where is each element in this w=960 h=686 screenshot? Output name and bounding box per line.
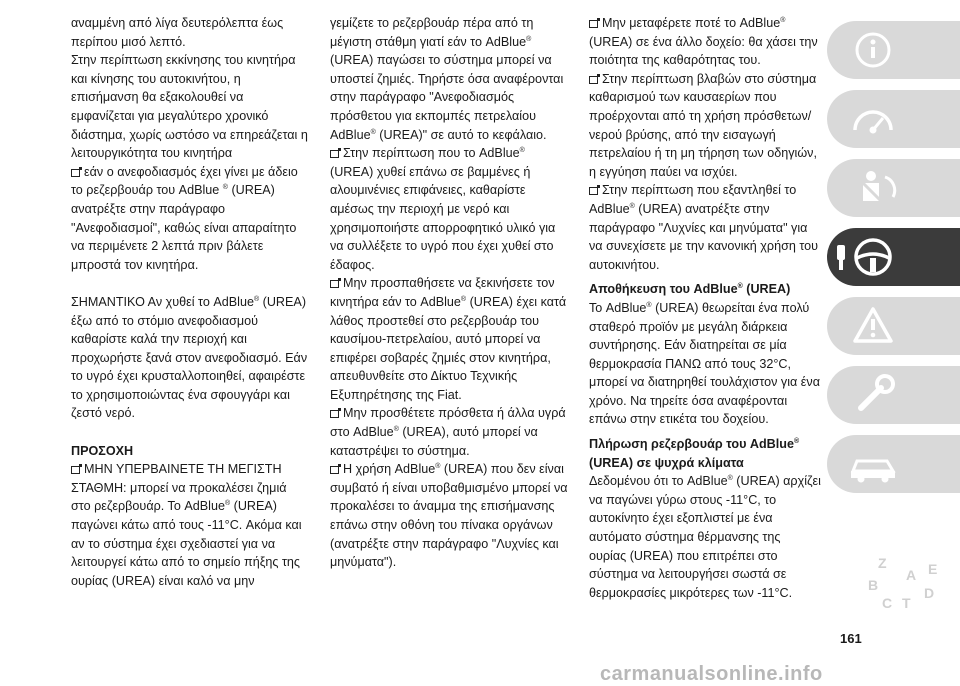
- seatbelt-safety-icon: [827, 159, 960, 217]
- bullet-icon: [589, 20, 598, 28]
- bullet-item: Στην περίπτωση βλαβών στο σύστημα καθαρισμού των καυσαερίων που προέρχονται από τη χρήση πρόσθετων/νερού βρύσης, από την εισαγωγή πετρελαίου ή τη μη τήρηση των οδηγιών, η εγγύηση παύει να ισχύει.: [589, 71, 817, 179]
- section-heading-cold-climate: Πλήρωση ρεζερβουάρ του AdBlue® (UREA) σε ψυχρά κλίματα: [589, 437, 800, 470]
- tab-info[interactable]: [827, 21, 960, 79]
- bullet-item: Μην μεταφέρετε ποτέ το AdBlue® (UREA) σε ένα άλλο δοχείο: θα χάσει την ποιότητα της καθαρότητας του.: [589, 16, 818, 68]
- paragraph: γεμίζετε το ρεζερβουάρ πέρα από τη μέγιστη στάθμη γιατί εάν το AdBlue® (UREA) παγώσει το σύστημα μπορεί να υποστεί ζημιές. Τηρήστε όσα αναφέρονται στην παράγραφο "Ανεφοδιασμός πρόσθετου για εκπομπές πετρελαίου AdBlue® (UREA)" σε αυτό το κεφάλαιο.: [330, 16, 564, 142]
- bullet-item: Στην περίπτωση που το AdBlue® (UREA) χυθεί επάνω σε βαμμένες ή αλουμινένιες επιφάνειες, καθαρίστε αμέσως την περιοχή με νερό και χρησιμοποιήστε απορροφητικό υλικό για να συλλέξετε το υγρό που έχει χυθεί στο έδαφος.: [330, 146, 556, 272]
- tab-dashboard[interactable]: [827, 90, 960, 148]
- text-column-1: [71, 14, 309, 590]
- tab-technical-data[interactable]: [827, 435, 960, 493]
- bullet-icon: [330, 150, 339, 158]
- tab-maintenance[interactable]: [827, 366, 960, 424]
- paragraph: Στην περίπτωση εκκίνησης του κινητήρα και κίνησης του αυτοκινήτου, η επισήμανση θα εξακολουθεί να εμφανίζεται για μεγαλύτερο χρονικό διάστημα, χωρίς ωστόσο να επηρεάζεται η λειτουργικότητα του κινητήρα: [71, 53, 308, 161]
- wrench-icon: [827, 366, 960, 424]
- bullet-icon: [589, 76, 598, 84]
- bullet-item: ΜΗΝ ΥΠΕΡΒΑΙΝΕΤΕ ΤΗ ΜΕΓΙΣΤΗ ΣΤΑΘΜΗ: μπορεί να προκαλέσει ζημιά στο ρεζερβουάρ. Το AdBlue® (UREA) παγώνει κάτω από τους -11°C. Ακόμα και αν το σύστημα έχει σχεδιαστεί για να λειτουργεί κάτω από το σημείο πήξης της ουρίας (UREA) είναι καλό να μην: [71, 462, 302, 588]
- bullet-icon: [330, 466, 339, 474]
- text-column-3: [589, 14, 821, 602]
- caution-heading: ΠΡΟΣΟΧΗ: [71, 443, 134, 458]
- info-i-icon: [827, 21, 960, 79]
- bullet-icon: [71, 169, 80, 177]
- section-heading-storage: Αποθήκευση του AdBlue® (UREA): [589, 282, 791, 297]
- index-letters-decoration: Z A B C E D T: [868, 555, 938, 611]
- tab-safety[interactable]: [827, 159, 960, 217]
- bullet-icon: [71, 466, 80, 474]
- steering-wheel-key-icon: [827, 228, 960, 286]
- car-specs-icon: [827, 435, 960, 493]
- tab-starting-driving[interactable]: [827, 228, 960, 286]
- text-column-2: [330, 14, 568, 572]
- footer-watermark: carmanualsonline.info: [600, 663, 823, 685]
- tab-emergency[interactable]: [827, 297, 960, 355]
- dashboard-gauge-icon: [827, 90, 960, 148]
- warning-triangle-icon: [827, 297, 960, 355]
- bullet-item: εάν ο ανεφοδιασμός έχει γίνει με άδειο το ρεζερβουάρ του AdBlue ® (UREA) ανατρέξτε στην παράγραφο "Ανεφοδιασμοί", καθώς είναι απαραίτητο να περιμένετε 2 λεπτά πριν βάλετε μπροστά τον κινητήρα.: [71, 164, 298, 272]
- bullet-icon: [330, 280, 339, 288]
- important-note: ΣΗΜΑΝΤΙΚΟ Αν χυθεί το AdBlue® (UREA) έξω από το στόμιο ανεφοδιασμού καθαρίστε καλά την περιοχή και προχωρήστε ξανά στον ανεφοδιασμό. Εάν το υγρό έχει κρυσταλλοποιηθεί, αφαιρέστε το χρησιμοποιώντας ένα σφουγγάρι και ζεστό νερό.: [71, 294, 308, 421]
- bullet-item: Στην περίπτωση που εξαντληθεί το AdBlue® (UREA) ανατρέξτε στην παράγραφο "Λυχνίες και μηνύματα" για να συνεχίσετε με την κανονική χρήση του αυτοκινήτου.: [589, 183, 819, 272]
- paragraph: Δεδομένου ότι το AdBlue® (UREA) αρχίζει να παγώνει γύρω στους -11°C, το αυτοκίνητο έχει εξοπλιστεί με ένα αυτόματο σύστημα θέρμανσης της ουρίας (UREA) που επιτρέπει στο σύστημα να λειτουργήσει σωστά σε θερμοκρασίες μικρότερες των -11°C.: [589, 474, 821, 600]
- bullet-item: Μην προσθέτετε πρόσθετα ή άλλα υγρά στο AdBlue® (UREA), αυτό μπορεί να καταστρέψει το σύστημα.: [330, 406, 566, 458]
- paragraph: Το AdBlue® (UREA) θεωρείται ένα πολύ σταθερό προϊόν με μεγάλη διάρκεια συντήρησης. Εάν διατηρείται σε μία θερμοκρασία ΠΑΝΩ από τους 32°C, μπορεί να διατηρηθεί τουλάχιστον για ένα χρόνο. Να τηρείτε όσα αναφέρονται επάνω στην ετικέτα του δοχείου.: [589, 300, 820, 427]
- bullet-icon: [330, 410, 339, 418]
- bullet-icon: [589, 187, 598, 195]
- page-number: 161: [840, 631, 862, 646]
- bullet-item: Η χρήση AdBlue® (UREA) που δεν είναι συμβατό ή είναι υποβαθμισμένο μπορεί να προκαλέσει το άναμμα της επισήμανσης επάνω στην οθόνη του πίνακα οργάνων (ανατρέξτε στην παράγραφο "Λυχνίες και μηνύματα").: [330, 462, 568, 570]
- paragraph: αναμμένη από λίγα δευτερόλεπτα έως περίπου μισό λεπτό.: [71, 16, 284, 49]
- bullet-item: Μην προσπαθήσετε να ξεκινήσετε τον κινητήρα εάν το AdBlue® (UREA) έχει κατά λάθος προστεθεί στο ρεζερβουάρ του καυσίμου-πετρελαίου, αυτό μπορεί να επιφέρει σοβαρές ζημιές στον κινητήρα, απευθυνθείτε στο Δίκτυο Τεχνικής Εξυπηρέτησης της Fiat.: [330, 276, 567, 402]
